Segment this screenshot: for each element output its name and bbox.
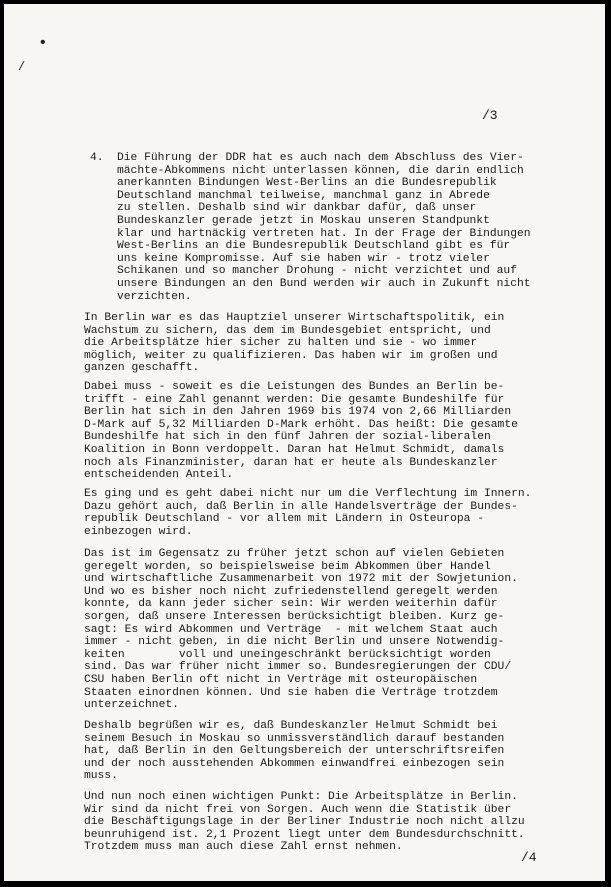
paragraph-abkommen: Das ist im Gegensatz zu früher jetzt schon auf vielen Gebieten geregelt worden, so beispielsweise beim Abkommen über Handel und wirtschaftliche Zusammenarbeit von 1972 mit der Sowjetunion. Und wo es bisher noch nicht zufriedenstellend geregelt werden konnte, da kann jeder sicher sein: Wir werden weiterhin dafür sorgen, daß unsere Interessen berücksichtigt bleiben. Kurz ge- sagt: Es wird Abkommen und Verträge - mit welchem Staat auch immer - nicht geben, in die nicht Berlin und unsere Notwendig- keiten voll und uneingeschränkt berücksichtigt worden sind. Das war früher nicht immer so. Bundesregierungen der CDU/ CSU haben Berlin oft nicht in Verträge mit osteuropäischen Staaten einordnen können. Und sie haben die Verträge trotzdem unterzeichnet. <box>84 548 518 712</box>
scan-mark-top: • <box>38 34 48 52</box>
paragraph-ddr-bindungen: Die Führung der DDR hat es auch nach dem Abschluss des Vier- mächte-Abkommens nicht unterlassen können, die darin endlich anerkannten Bindungen West-Berlins an die Bundesrepublik Deutschland manchmal teilweise, manchmal ganz in Abrede zu stellen. Deshalb sind wir dankbar dafür, daß unser Bundeskanzler gerade jetzt in Moskau unseren Standpunkt klar und hartnäckig vertreten hat. In der Frage der Bindungen West-Berlins an die Bundesrepublik Deutschland gibt es für uns keine Kompromisse. Auf sie haben wir - trotz vieler Schikanen und so mancher Drohung - nicht verzichtet und auf unsere Bindungen an den Bund werden wir auch in Zukunft nicht verzichten. <box>117 152 531 303</box>
paragraph-bundeshilfe: Dabei muss - soweit es die Leistungen des Bundes an Berlin be- trifft - eine Zahl genannt werden: Die gesamte Bundeshilfe für Berlin hat sich in den Jahren 1969 bis 1974 von 2,66 Milliarden D-Mark auf 5,32 Milliarden D-Mark erhöht. Das heißt: Die gesamte Bundeshilfe hat sich in den fünf Jahren der sozial-liberalen Koalition in Bonn verdoppelt. Daran hat Helmut Schmidt, damals noch als Finanzminister, daran hat er heute als Bundeskanzler entscheidenden Anteil. <box>84 381 518 482</box>
item-number: 4. <box>90 152 104 164</box>
paragraph-besuch-moskau: Deshalb begrüßen wir es, daß Bundeskanzler Helmut Schmidt bei seinem Besuch in Moskau so unmissverständlich darauf bestanden hat, daß Berlin in den Geltungsbereich der unterschriftsreifen und der noch ausstehenden Abkommen einwandfrei einbezogen sein muss. <box>84 720 505 783</box>
paragraph-handelsvertraege: Es ging und es geht dabei nicht nur um die Verflechtung im Innern. Dazu gehört auch, daß Berlin in alle Handelsverträge der Bundes- republik Deutschland - vor allem mit Ländern in Osteuropa - einbezogen wird. <box>84 488 532 538</box>
scan-mark-side: / <box>18 60 26 74</box>
document-page <box>4 4 605 881</box>
paragraph-arbeitsplaetze: Und nun noch einen wichtigen Punkt: Die Arbeitsplätze in Berlin. Wir sind da nicht frei von Sorgen. Auch wenn die Statistik über die Beschäftigungslage in der Berliner Industrie noch nicht allzu beunruhigend ist. 2,1 Prozent liegt unter dem Bundesdurchschnitt. Trotzdem muss man auch diese Zahl ernst nehmen. <box>84 791 525 854</box>
paragraph-wirtschaftspolitik: In Berlin war es das Hauptziel unserer Wirtschaftspolitik, ein Wachstum zu sichern, das dem im Bundesgebiet entspricht, und die Arbeitsplätze hier sicher zu halten und sie - wo immer möglich, weiter zu qualifizieren. Das haben wir im großen und ganzen geschafft. <box>84 312 505 375</box>
page-number-top: /3 <box>482 108 498 123</box>
page-number-bottom: /4 <box>521 850 537 865</box>
